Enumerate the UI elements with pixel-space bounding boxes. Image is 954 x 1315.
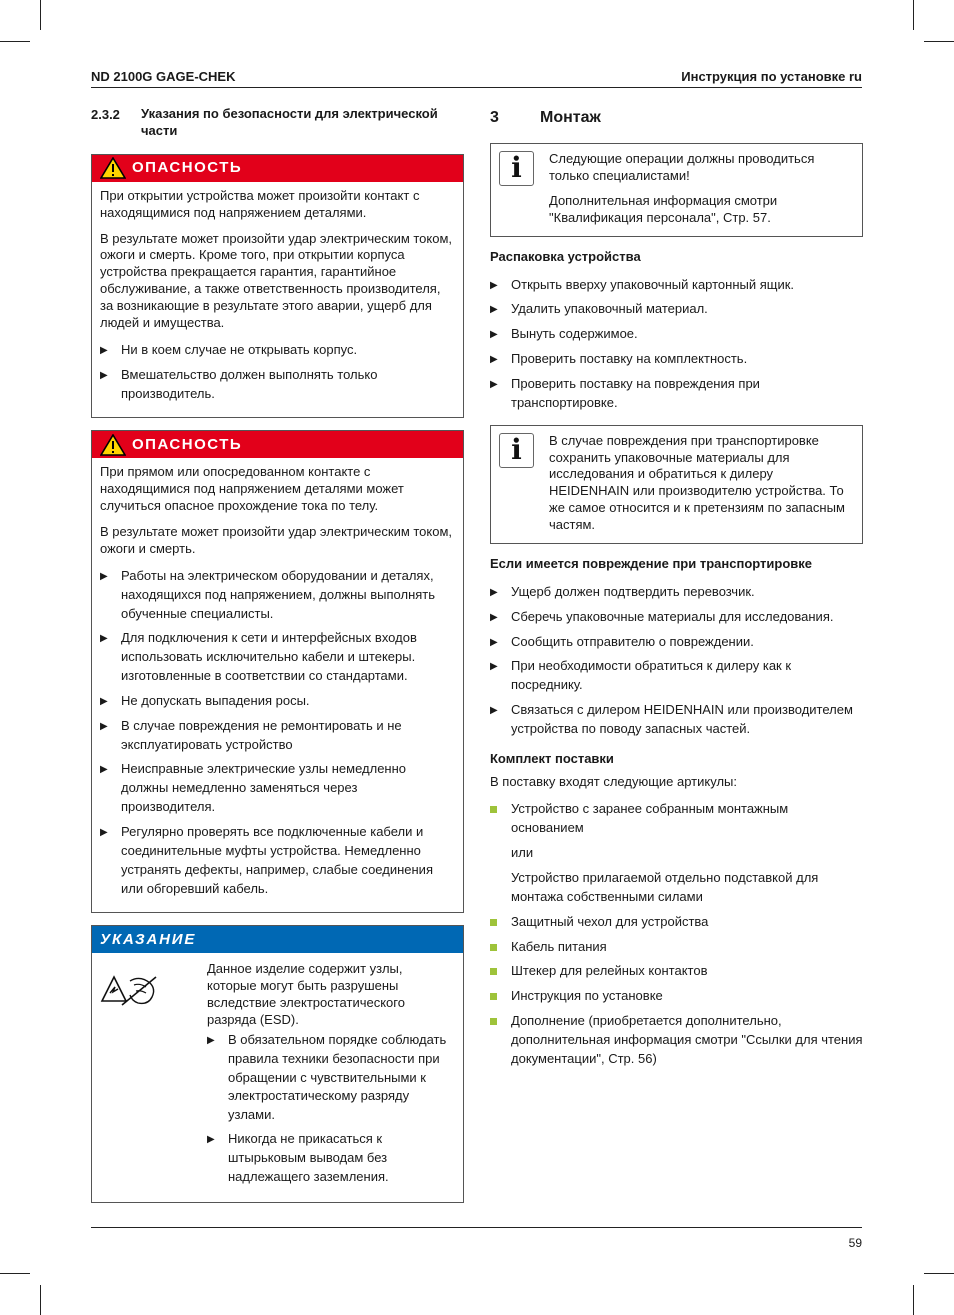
list-item: ▶ Не допускать выпадения росы. [100,692,455,711]
arrow-bullet-icon: ▶ [207,1134,215,1146]
info-paragraph: Следующие операции должны проводиться только специалистами! [549,151,815,184]
info-paragraph: В случае повреждения при транспортировке сохранить упаковочные материалы для исследования и обратиться к дилеру HEIDENHAIN или производителю устройства. То же самое относится и к претензиям по запасным частям. [549,432,845,533]
square-bullet-icon [490,938,511,957]
danger-text: В результате может произойти удар электрическим током, ожоги и смерть. Кроме того, при открытии корпуса устройства прекращается гарантия, гарантийное обслуживание, а также ответственность производителя, за возникающие в результате этого аварии, ущерб для людей и имущества. [100,230,453,331]
danger-label: ОПАСНОСТЬ [132,159,243,177]
crop-mark [913,0,914,30]
arrow-bullet-icon: ▶ [100,695,108,707]
header-doc-title: Инструкция по установке ru [681,69,862,84]
right-column [490,106,863,1075]
arrow-bullet-icon: ▶ [100,827,108,839]
list-item: ▶ Ущерб должен подтвердить перевозчик. [490,583,863,602]
info-icon: i [499,433,549,534]
danger-label: ОПАСНОСТЬ [132,436,243,454]
warning-triangle-icon [100,434,126,456]
list-item: ▶ Открыть вверху упаковочный картонный ящик. [490,276,863,295]
note-box [91,925,464,1202]
info-box-2 [490,425,863,544]
chapter-number: 3 [490,109,499,126]
section-title: Указания по безопасности для электрической части [141,106,438,138]
list-item: ▶ В обязательном порядке соблюдать правила техники безопасности при обращении с чувствительными к электростатическому разряду узлами. [207,1031,455,1125]
arrow-bullet-icon: ▶ [490,705,498,717]
list-item: ▶ При необходимости обратиться к дилеру как к посреднику. [490,657,863,695]
arrow-bullet-icon: ▶ [490,636,498,648]
arrow-bullet-icon: ▶ [490,661,498,673]
danger-box-2 [91,430,464,913]
chapter-title: Монтаж [540,109,601,126]
list-item: ▶ Вынуть содержимое. [490,325,863,344]
kit-or: или [511,845,534,861]
warning-triangle-icon [100,157,126,179]
header-product: ND 2100G GAGE-CHEK [91,69,236,84]
list-item: ▶ Сообщить отправителю о повреждении. [490,633,863,652]
crop-mark [40,0,41,30]
arrow-bullet-icon: ▶ [207,1034,215,1046]
list-item: Кабель питания [490,938,863,957]
arrow-bullet-icon: ▶ [100,369,108,381]
arrow-bullet-icon: ▶ [490,279,498,291]
list-item: Штекер для релейных контактов [490,962,863,981]
list-item: ▶ Никогда не прикасаться к штырьковым выводам без надлежащего заземления. [207,1130,455,1187]
left-column [91,106,464,1203]
list-item: ▶ Проверить поставку на комплектность. [490,350,863,369]
crop-mark [924,1273,954,1274]
list-item: ▶ Ни в коем случае не открывать корпус. [100,341,455,360]
list-item: ▶ Работы на электрическом оборудовании и деталях, находящихся под напряжением, должны выполнять обученные специалисты. [100,567,455,624]
info-text [549,433,854,534]
list-item: ▶ Проверить поставку на повреждения при транспортировке. [490,375,863,413]
crop-mark [924,41,954,42]
info-text [549,151,854,227]
subheading-kit: Комплект поставки [490,750,614,766]
arrow-bullet-icon: ▶ [490,329,498,341]
crop-mark [913,1285,914,1315]
danger-body [92,458,463,912]
kit-intro: В поставку входят следующие артикулы: [490,773,737,789]
crop-mark [0,41,30,42]
note-text [207,961,455,1191]
crop-mark [40,1285,41,1315]
list-item: ▶ Удалить упаковочный материал. [490,300,863,319]
section-heading [91,106,464,140]
section-number: 2.3.2 [91,107,120,122]
chapter-heading [490,106,863,129]
subheading-unpack: Распаковка устройства [490,248,641,264]
list-item: ▶ Сберечь упаковочные материалы для исследования. [490,608,863,627]
arrow-bullet-icon: ▶ [100,570,108,582]
danger-box-1 [91,154,464,419]
list-item: ▶ В случае повреждения не ремонтировать и не эксплуатировать устройство [100,717,455,755]
danger-text: При открытии устройства может произойти контакт с находящимися под напряжением деталями. [100,187,420,220]
arrow-bullet-icon: ▶ [100,764,108,776]
danger-header [92,431,463,458]
arrow-bullet-icon: ▶ [490,354,498,366]
note-header: УКАЗАНИЕ [92,926,463,953]
danger-body [92,182,463,418]
list-item: Защитный чехол для устройства [490,913,863,932]
list-item: Инструкция по установке [490,987,863,1006]
page-number: 59 [848,1236,862,1250]
arrow-bullet-icon: ▶ [100,344,108,356]
square-bullet-icon [490,962,511,981]
arrow-bullet-icon: ▶ [490,304,498,316]
info-box-1 [490,143,863,237]
list-item: ▶ Связаться с дилером HEIDENHAIN или производителем устройства по поводу запасных частей. [490,701,863,739]
danger-text: При прямом или опосредованном контакте с находящимися под напряжением деталями может случиться опасное прохождение тока по телу. [100,464,404,514]
danger-header [92,155,463,182]
list-item: Дополнение (приобретается дополнительно, дополнительная информация смотри "Ссылки для чтения документации", Стр. 56) [490,1012,863,1069]
list-item: ▶ Регулярно проверять все подключенные кабели и соединительные муфты устройства. Немедленно устранять дефекты, например, слабые соединения или обгоревший кабель. [100,823,455,898]
list-item: Устройство с заранее собранным монтажным основанием [490,800,863,838]
arrow-bullet-icon: ▶ [490,611,498,623]
subheading-damage: Если имеется повреждение при транспортировке [490,556,812,571]
esd-hand-icon [100,961,207,1191]
footer-rule [91,1227,862,1228]
kit-alt: Устройство прилагаемой отдельно подставкой для монтажа собственными силами [511,869,819,904]
crop-mark [0,1273,30,1274]
list-item: ▶ Вмешательство должен выполнять только производитель. [100,366,455,404]
header-rule [91,87,862,88]
note-paragraph: Данное изделие содержит узлы, которые могут быть разрушены вследствие электростатического разряда (ESD). [207,961,405,1028]
square-bullet-icon [490,800,511,838]
danger-text: В результате может произойти удар электрическим током, ожоги и смерть. [100,524,453,556]
square-bullet-icon [490,1012,511,1069]
info-icon: i [499,151,549,227]
arrow-bullet-icon: ▶ [100,633,108,645]
arrow-bullet-icon: ▶ [490,378,498,390]
arrow-bullet-icon: ▶ [490,586,498,598]
info-paragraph: Дополнительная информация смотри "Квалификация персонала", Стр. 57. [549,192,778,225]
square-bullet-icon [490,987,511,1006]
square-bullet-icon [490,913,511,932]
note-body [92,953,463,1201]
arrow-bullet-icon: ▶ [100,720,108,732]
list-item: ▶ Для подключения к сети и интерфейсных входов использовать исключительно кабели и штекеры. изготовленные в соответствии со стандартами. [100,629,455,686]
list-item: ▶ Неисправные электрические узлы немедленно должны немедленно заменяться через производителя. [100,760,455,817]
